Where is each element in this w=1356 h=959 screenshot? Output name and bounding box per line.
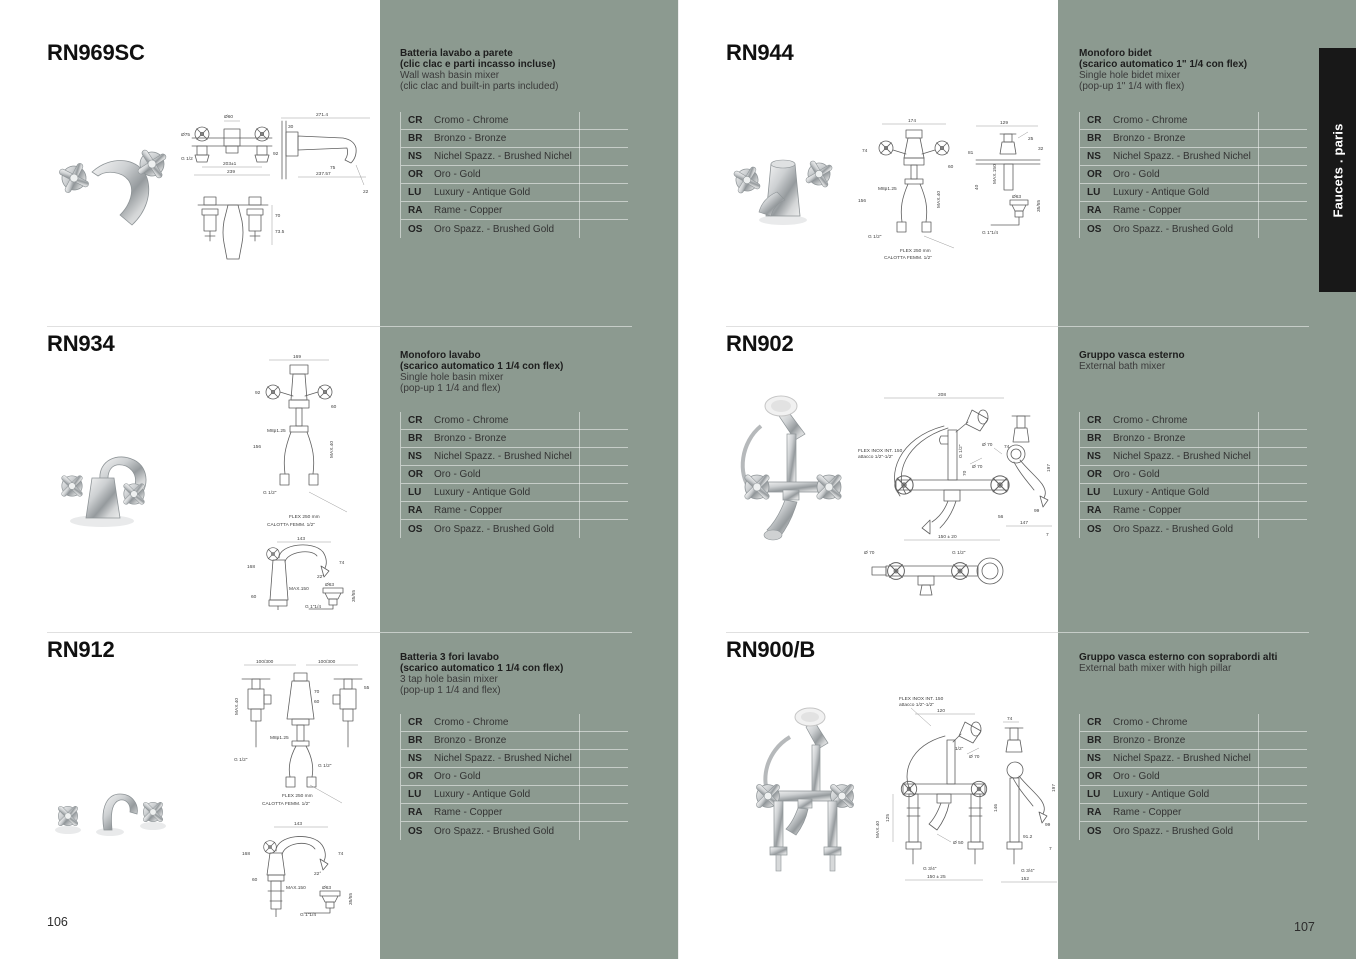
finish-code: CR <box>408 115 423 126</box>
svg-text:60: 60 <box>331 405 337 410</box>
finish-row <box>1080 466 1307 484</box>
description-line-en: Single hole basin mixer <box>400 372 504 383</box>
technical-drawing <box>226 655 378 922</box>
svg-text:35/55: 35/55 <box>352 589 357 602</box>
svg-text:30: 30 <box>288 125 294 130</box>
product-photo <box>48 118 178 265</box>
finish-name: Rame - Copper <box>1113 807 1182 818</box>
svg-text:197: 197 <box>1052 783 1057 792</box>
finish-code: NS <box>408 151 422 162</box>
description-line-it: (clic clac e parti incasso incluse) <box>400 59 556 70</box>
finish-name: Cromo - Chrome <box>1113 717 1188 728</box>
svg-text:100/300: 100/300 <box>256 660 274 665</box>
finish-code: NS <box>1087 753 1101 764</box>
svg-text:Ø75: Ø75 <box>181 133 191 138</box>
finish-row <box>401 822 628 840</box>
svg-text:7: 7 <box>1049 847 1052 852</box>
section-divider <box>47 326 380 327</box>
finish-name: Bronzo - Bronze <box>434 735 507 746</box>
svg-text:237.57: 237.57 <box>316 172 331 177</box>
section-divider <box>380 326 632 327</box>
finish-name: Oro - Gold <box>434 169 481 180</box>
finish-code: LU <box>408 789 422 800</box>
product-photo <box>48 752 173 843</box>
product-description <box>1079 652 1334 674</box>
section-divider <box>47 632 380 633</box>
product-photo <box>731 382 851 567</box>
finish-code: OS <box>408 825 423 837</box>
svg-text:174: 174 <box>908 119 917 124</box>
description-line-it: (scarico automatico 1" 1/4 con flex) <box>1079 59 1248 70</box>
product-code-title: RN934 <box>47 331 115 356</box>
finish-code: OS <box>1087 825 1102 837</box>
page-number: 106 <box>47 915 68 929</box>
finish-row <box>1080 112 1307 130</box>
svg-text:Ø 70: Ø 70 <box>864 551 875 556</box>
svg-text:92: 92 <box>255 391 261 396</box>
finish-code: OR <box>408 771 423 782</box>
finish-name: Nichel Spazz. - Brushed Nichel <box>434 451 572 462</box>
svg-text:74: 74 <box>338 852 344 857</box>
description-line-en: External bath mixer <box>1079 361 1166 372</box>
svg-text:CALOTTA FEMM. 1/2": CALOTTA FEMM. 1/2" <box>267 523 315 528</box>
finish-name: Rame - Copper <box>434 205 503 216</box>
finish-code: CR <box>1087 415 1102 426</box>
svg-text:150 ± 25: 150 ± 25 <box>927 875 946 880</box>
svg-text:CALOTTA FEMM. 1/2": CALOTTA FEMM. 1/2" <box>262 802 310 807</box>
svg-text:99: 99 <box>1045 823 1051 828</box>
svg-text:156: 156 <box>253 445 262 450</box>
finish-code: LU <box>1087 789 1101 800</box>
finish-row <box>1080 768 1307 786</box>
finish-code: BR <box>408 133 423 144</box>
finish-name: Oro Spazz. - Brushed Gold <box>1113 223 1234 235</box>
finish-table <box>400 412 628 538</box>
finish-code: OR <box>408 469 423 480</box>
finish-name: Nichel Spazz. - Brushed Nichel <box>1113 753 1251 764</box>
description-line-it: Gruppo vasca esterno <box>1079 350 1185 361</box>
finish-row <box>401 714 628 732</box>
svg-text:MAX.150: MAX.150 <box>286 886 306 891</box>
svg-text:22°: 22° <box>317 575 325 580</box>
finish-name: Luxury - Antique Gold <box>434 487 531 498</box>
svg-text:G 1/2": G 1/2" <box>234 758 248 763</box>
finish-name: Luxury - Antique Gold <box>1113 789 1210 800</box>
product-photo <box>721 130 846 235</box>
product-description <box>400 48 655 92</box>
svg-text:Ø63: Ø63 <box>322 886 332 891</box>
finish-table <box>400 714 628 840</box>
finish-name: Luxury - Antique Gold <box>434 187 531 198</box>
finish-code: RA <box>1087 807 1102 818</box>
svg-text:74: 74 <box>339 561 345 566</box>
svg-text:7: 7 <box>1046 533 1049 538</box>
finish-name: Rame - Copper <box>434 807 503 818</box>
svg-text:22°: 22° <box>314 872 322 877</box>
finish-name: Oro Spazz. - Brushed Gold <box>1113 825 1234 837</box>
svg-text:attacco 1/2"-1/2": attacco 1/2"-1/2" <box>899 703 935 708</box>
description-line-en: 3 tap hole basin mixer <box>400 674 498 685</box>
finish-row <box>1080 484 1307 502</box>
finish-table <box>1079 714 1307 840</box>
finish-name: Nichel Spazz. - Brushed Nichel <box>434 151 572 162</box>
svg-text:FLEX INOX INT. 150: FLEX INOX INT. 150 <box>899 697 944 702</box>
finish-code: RA <box>1087 505 1102 516</box>
product-photo <box>736 697 871 880</box>
finish-row <box>1080 148 1307 166</box>
finish-name: Bronzo - Bronze <box>1113 433 1186 444</box>
svg-text:MAX.40: MAX.40 <box>330 440 335 458</box>
svg-text:92: 92 <box>273 152 279 157</box>
svg-text:169: 169 <box>293 355 302 360</box>
finish-name: Bronzo - Bronze <box>1113 133 1186 144</box>
description-line-it: Gruppo vasca esterno con soprabordi alti <box>1079 652 1278 663</box>
svg-text:70: 70 <box>314 690 320 695</box>
finish-code: RA <box>408 807 423 818</box>
svg-text:168: 168 <box>242 852 251 857</box>
description-line-it: (scarico automatico 1 1/4 con flex) <box>400 663 564 674</box>
finish-code: OS <box>1087 223 1102 235</box>
finish-name: Oro - Gold <box>1113 469 1160 480</box>
finish-row <box>401 112 628 130</box>
finish-code: RA <box>408 505 423 516</box>
description-line-en: (clic clac and built-in parts included) <box>400 81 559 92</box>
finish-code: OS <box>408 523 423 535</box>
svg-text:70: 70 <box>275 214 281 219</box>
svg-text:M8p1.25: M8p1.25 <box>270 736 289 741</box>
svg-text:22: 22 <box>363 190 369 195</box>
finish-row <box>1080 220 1307 238</box>
finish-row <box>401 768 628 786</box>
finish-code: CR <box>408 415 423 426</box>
svg-text:Ø 70: Ø 70 <box>982 443 993 448</box>
svg-text:Ø 50: Ø 50 <box>953 841 964 846</box>
svg-text:Ø63: Ø63 <box>325 583 335 588</box>
finish-row <box>1080 430 1307 448</box>
finish-name: Cromo - Chrome <box>434 115 509 126</box>
finish-table <box>1079 412 1307 538</box>
finish-name: Cromo - Chrome <box>1113 115 1188 126</box>
finish-code: OS <box>1087 523 1102 535</box>
description-line-it: Monoforo bidet <box>1079 48 1152 59</box>
description-line-it: Batteria lavabo a parete <box>400 48 513 59</box>
finish-row <box>401 448 628 466</box>
finish-name: Cromo - Chrome <box>1113 415 1188 426</box>
finish-row <box>401 732 628 750</box>
svg-text:M8p1.25: M8p1.25 <box>267 429 286 434</box>
svg-text:MAX.40: MAX.40 <box>937 190 942 208</box>
finish-row <box>1080 732 1307 750</box>
svg-text:129: 129 <box>1000 121 1009 126</box>
svg-text:Ø 70: Ø 70 <box>972 465 983 470</box>
technical-drawing <box>856 112 1046 265</box>
finish-name: Oro Spazz. - Brushed Gold <box>1113 523 1234 535</box>
finish-row <box>401 202 628 220</box>
section-divider <box>1058 326 1309 327</box>
description-line-en: Wall wash basin mixer <box>400 70 500 81</box>
finish-code: LU <box>408 187 422 198</box>
description-line-en: External bath mixer with high pillar <box>1079 663 1232 674</box>
finish-code: BR <box>408 433 423 444</box>
svg-text:143: 143 <box>297 537 306 542</box>
svg-text:G 1/2": G 1/2" <box>952 551 966 556</box>
svg-text:239: 239 <box>227 170 236 175</box>
finish-row <box>401 484 628 502</box>
svg-text:35/55: 35/55 <box>1037 199 1042 212</box>
finish-code: CR <box>408 717 423 728</box>
description-line-en: (pop-up 1 1/4 and flex) <box>400 383 501 394</box>
finish-name: Rame - Copper <box>1113 205 1182 216</box>
svg-text:CALOTTA FEMM. 1/2": CALOTTA FEMM. 1/2" <box>884 256 932 260</box>
svg-text:attacco 1/2"-1/2": attacco 1/2"-1/2" <box>858 455 894 460</box>
svg-text:271.4: 271.4 <box>316 113 329 118</box>
product-description <box>1079 350 1334 372</box>
svg-text:125: 125 <box>886 813 891 822</box>
svg-text:MAX.40: MAX.40 <box>876 820 881 838</box>
svg-text:73.5: 73.5 <box>275 230 285 235</box>
chapter-tab-label: Faucets . paris <box>1330 122 1346 218</box>
svg-text:FLEX 250 mm: FLEX 250 mm <box>900 249 931 254</box>
finish-row <box>401 466 628 484</box>
svg-text:120: 120 <box>937 709 946 714</box>
finish-code: NS <box>408 753 422 764</box>
technical-drawing <box>871 692 1059 893</box>
page-number: 107 <box>1294 920 1315 934</box>
svg-text:60: 60 <box>252 878 258 883</box>
catalog-page-right <box>678 0 1356 959</box>
finish-name: Bronzo - Bronze <box>434 133 507 144</box>
finish-name: Oro - Gold <box>1113 771 1160 782</box>
svg-text:75: 75 <box>330 166 336 171</box>
finish-code: OR <box>1087 469 1102 480</box>
finish-row <box>1080 804 1307 822</box>
svg-text:147: 147 <box>1020 521 1029 526</box>
finish-code: LU <box>408 487 422 498</box>
finish-name: Rame - Copper <box>434 505 503 516</box>
svg-text:197: 197 <box>1047 463 1052 472</box>
finish-row <box>1080 184 1307 202</box>
svg-text:G 1/2": G 1/2" <box>959 444 964 458</box>
svg-text:MAX.150: MAX.150 <box>993 164 998 184</box>
product-photo <box>44 422 169 535</box>
finish-code: LU <box>1087 487 1101 498</box>
finish-name: Bronzo - Bronze <box>434 433 507 444</box>
chapter-tab <box>1319 48 1356 292</box>
svg-text:143: 143 <box>294 822 303 827</box>
svg-text:G 1"1/4: G 1"1/4 <box>300 913 317 917</box>
svg-text:152: 152 <box>1021 877 1030 882</box>
finish-code: RA <box>1087 205 1102 216</box>
product-code-title: RN900/B <box>726 637 816 662</box>
finish-name: Rame - Copper <box>1113 505 1182 516</box>
svg-text:FLEX INOX INT. 150: FLEX INOX INT. 150 <box>858 449 903 454</box>
product-code-title: RN912 <box>47 637 115 662</box>
svg-text:60: 60 <box>251 595 257 600</box>
finish-code: RA <box>408 205 423 216</box>
finish-row <box>401 502 628 520</box>
finish-row <box>401 412 628 430</box>
finish-code: OR <box>408 169 423 180</box>
svg-text:100/300: 100/300 <box>318 660 336 665</box>
svg-text:91.2: 91.2 <box>1023 835 1033 840</box>
product-description <box>1079 48 1334 92</box>
svg-text:MAX.150: MAX.150 <box>289 587 309 592</box>
svg-text:168: 168 <box>247 565 256 570</box>
description-line-it: Monoforo lavabo <box>400 350 481 361</box>
svg-text:150 ± 20: 150 ± 20 <box>938 535 957 540</box>
finish-name: Nichel Spazz. - Brushed Nichel <box>1113 451 1251 462</box>
svg-text:55: 55 <box>364 686 370 691</box>
finish-row <box>1080 822 1307 840</box>
product-description <box>400 350 655 394</box>
finish-name: Oro - Gold <box>434 469 481 480</box>
finish-row <box>1080 520 1307 538</box>
svg-text:74: 74 <box>1007 717 1013 722</box>
svg-text:70: 70 <box>963 470 968 476</box>
svg-text:25: 25 <box>1028 137 1034 142</box>
finish-name: Nichel Spazz. - Brushed Nichel <box>434 753 572 764</box>
finish-name: Nichel Spazz. - Brushed Nichel <box>1113 151 1251 162</box>
product-code-title: RN902 <box>726 331 794 356</box>
technical-drawing <box>856 388 1056 605</box>
finish-name: Luxury - Antique Gold <box>1113 187 1210 198</box>
description-line-en: (pop-up 1 1/4 and flex) <box>400 685 501 696</box>
section-divider <box>726 632 1058 633</box>
technical-drawing <box>180 105 375 270</box>
finish-row <box>401 130 628 148</box>
finish-name: Oro Spazz. - Brushed Gold <box>434 825 555 837</box>
finish-row <box>1080 448 1307 466</box>
finish-row <box>401 430 628 448</box>
finish-code: BR <box>1087 433 1102 444</box>
finish-name: Luxury - Antique Gold <box>1113 487 1210 498</box>
finish-table <box>1079 112 1307 238</box>
finish-code: CR <box>1087 717 1102 728</box>
finish-row <box>1080 786 1307 804</box>
svg-text:156: 156 <box>858 199 867 204</box>
svg-text:FLEX 250 mm: FLEX 250 mm <box>289 515 320 520</box>
svg-text:MAX.40: MAX.40 <box>235 697 240 715</box>
finish-code: OR <box>1087 771 1102 782</box>
finish-row <box>401 750 628 768</box>
finish-name: Oro Spazz. - Brushed Gold <box>434 523 555 535</box>
svg-text:146: 146 <box>994 803 999 812</box>
finish-name: Cromo - Chrome <box>434 415 509 426</box>
svg-text:1/2": 1/2" <box>955 747 964 752</box>
product-code-title: RN944 <box>726 40 794 65</box>
finish-row <box>401 166 628 184</box>
description-line-it: (scarico automatico 1 1/4 con flex) <box>400 361 564 372</box>
finish-row <box>401 220 628 238</box>
finish-table <box>400 112 628 238</box>
description-line-en: Single hole bidet mixer <box>1079 70 1181 81</box>
svg-text:56: 56 <box>998 515 1004 520</box>
finish-code: LU <box>1087 187 1101 198</box>
svg-text:208: 208 <box>938 393 947 398</box>
svg-text:Ø60: Ø60 <box>224 115 234 120</box>
finish-name: Oro - Gold <box>434 771 481 782</box>
svg-text:G 1"1/4: G 1"1/4 <box>982 231 999 236</box>
svg-text:FLEX 250 mm: FLEX 250 mm <box>282 794 313 799</box>
finish-row <box>401 786 628 804</box>
svg-text:G 1/2": G 1/2" <box>318 764 332 769</box>
svg-text:G 1/2": G 1/2" <box>263 491 277 496</box>
finish-row <box>1080 166 1307 184</box>
finish-code: BR <box>408 735 423 746</box>
description-line-it: Batteria 3 fori lavabo <box>400 652 499 663</box>
finish-code: OR <box>1087 169 1102 180</box>
finish-name: Bronzo - Bronze <box>1113 735 1186 746</box>
product-description <box>400 652 655 696</box>
svg-text:60: 60 <box>314 700 320 705</box>
finish-row <box>401 148 628 166</box>
finish-name: Oro - Gold <box>1113 169 1160 180</box>
svg-text:G 1/2": G 1/2" <box>868 235 882 240</box>
finish-name: Oro Spazz. - Brushed Gold <box>434 223 555 235</box>
finish-name: Cromo - Chrome <box>434 717 509 728</box>
product-code-title: RN969SC <box>47 40 145 65</box>
description-line-en: (pop-up 1" 1/4 with flex) <box>1079 81 1185 92</box>
finish-row <box>1080 412 1307 430</box>
finish-code: NS <box>1087 451 1101 462</box>
finish-row <box>1080 202 1307 220</box>
svg-text:81: 81 <box>968 151 974 156</box>
svg-text:60: 60 <box>948 165 954 170</box>
svg-text:74: 74 <box>1004 445 1010 450</box>
finish-row <box>401 520 628 538</box>
svg-text:G 1"1/4: G 1"1/4 <box>305 605 322 610</box>
technical-drawing <box>227 352 377 615</box>
finish-code: OS <box>408 223 423 235</box>
svg-text:203±1: 203±1 <box>223 162 237 167</box>
svg-text:74: 74 <box>862 149 868 154</box>
svg-text:Ø63: Ø63 <box>1012 195 1022 200</box>
finish-row <box>1080 130 1307 148</box>
finish-row <box>1080 502 1307 520</box>
svg-text:99: 99 <box>1034 509 1040 514</box>
finish-row <box>1080 750 1307 768</box>
finish-code: BR <box>1087 735 1102 746</box>
finish-row <box>1080 714 1307 732</box>
section-divider <box>726 326 1058 327</box>
svg-text:Ø 70: Ø 70 <box>969 755 980 760</box>
svg-text:35/55: 35/55 <box>349 892 354 905</box>
svg-text:M8p1.25: M8p1.25 <box>878 187 897 192</box>
finish-code: CR <box>1087 115 1102 126</box>
finish-row <box>401 804 628 822</box>
section-divider <box>380 632 632 633</box>
svg-text:G 1/2: G 1/2 <box>181 157 193 162</box>
finish-code: BR <box>1087 133 1102 144</box>
finish-name: Luxury - Antique Gold <box>434 789 531 800</box>
finish-code: NS <box>1087 151 1101 162</box>
section-divider <box>1058 632 1309 633</box>
svg-text:32: 32 <box>1038 147 1044 152</box>
svg-text:40: 40 <box>975 184 980 190</box>
svg-text:G 3/4": G 3/4" <box>1021 869 1035 874</box>
finish-row <box>401 184 628 202</box>
svg-text:G 3/4": G 3/4" <box>923 867 937 872</box>
finish-code: NS <box>408 451 422 462</box>
